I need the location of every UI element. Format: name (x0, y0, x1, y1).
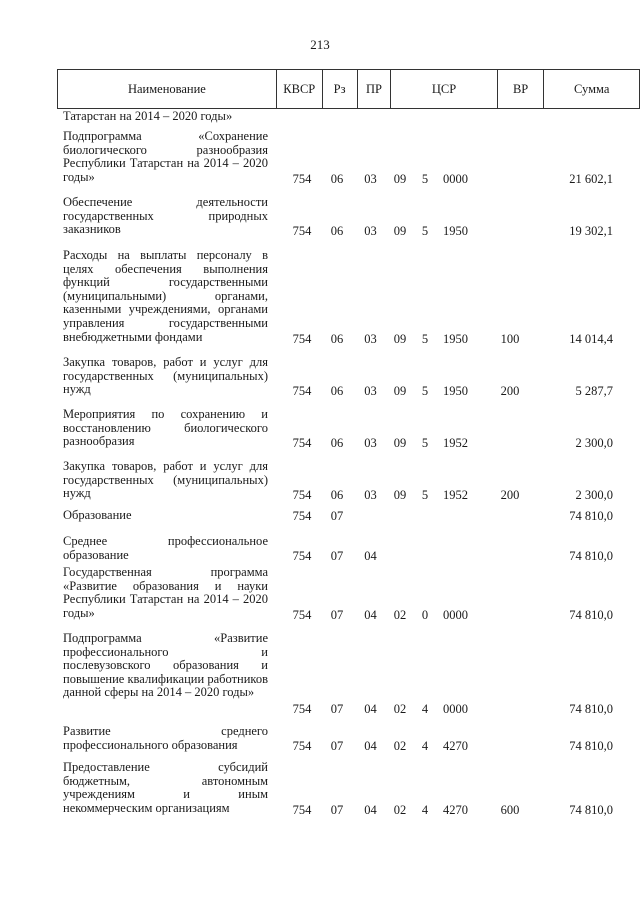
row-name: Закупка товаров, работ и услуг для государственных (муниципальных) нужд (63, 459, 268, 501)
row-csr-program: 09 (393, 332, 407, 346)
row-csr-program: 02 (393, 739, 407, 753)
row-pr: 04 (364, 702, 377, 716)
row-name: Государственная программа «Развитие образования и науки Республики Татарстан на 2014 – 2020 годы» (63, 565, 268, 620)
table-row (0, 408, 640, 450)
row-name: Развитие среднего профессионального образования (63, 724, 268, 752)
header-rz: Рз (322, 70, 357, 109)
row-csr-code: 1952 (443, 488, 468, 502)
row-kvsr: 754 (292, 332, 312, 346)
row-csr-subprogram: 0 (421, 608, 429, 622)
row-name: Образование (63, 508, 132, 522)
row-name: Закупка товаров, работ и услуг для государственных (муниципальных) нужд (63, 355, 268, 397)
row-kvsr: 754 (292, 436, 312, 450)
row-sum: 5 287,7 (575, 384, 613, 398)
row-csr-subprogram: 5 (421, 384, 429, 398)
row-sum: 2 300,0 (575, 488, 613, 502)
row-rz: 07 (330, 803, 344, 817)
row-pr: 04 (364, 739, 377, 753)
row-name: Обеспечение деятельности государственных природных заказников (63, 195, 268, 237)
row-rz: 06 (330, 384, 344, 398)
row-rz: 06 (330, 224, 344, 238)
row-kvsr: 754 (292, 488, 312, 502)
row-pr: 04 (364, 803, 377, 817)
header-pr: ПР (357, 70, 391, 109)
table-row (0, 509, 640, 523)
row-vr: 600 (500, 803, 520, 817)
table-row (0, 566, 640, 622)
row-sum: 74 810,0 (569, 608, 613, 622)
row-vr: 200 (500, 488, 520, 502)
row-name: Подпрограмма «Сохранение биологического разнообразия Республики Татарстан на 2014 – 2020 годы» (63, 129, 268, 184)
table-row (0, 632, 640, 716)
row-kvsr: 754 (292, 702, 312, 716)
row-rz: 07 (330, 702, 344, 716)
header-name: Наименование (58, 70, 277, 109)
row-csr-program: 09 (393, 384, 407, 398)
row-csr-code: 0000 (443, 702, 468, 716)
row-rz: 06 (330, 172, 344, 186)
row-pr: 04 (364, 549, 377, 563)
row-pr: 04 (364, 608, 377, 622)
row-csr-code: 1952 (443, 436, 468, 450)
row-name: Мероприятия по сохранению и восстановлению биологического разнообразия (63, 407, 268, 449)
row-sum: 19 302,1 (569, 224, 613, 238)
row-csr-subprogram: 4 (421, 702, 429, 716)
row-pr: 03 (364, 224, 377, 238)
row-pr: 03 (364, 488, 377, 502)
row-kvsr: 754 (292, 608, 312, 622)
row-rz: 07 (330, 608, 344, 622)
row-rz: 06 (330, 436, 344, 450)
row-kvsr: 754 (292, 549, 312, 563)
row-rz: 07 (330, 739, 344, 753)
row-rz: 06 (330, 488, 344, 502)
row-csr-subprogram: 5 (421, 436, 429, 450)
row-sum: 74 810,0 (569, 739, 613, 753)
row-kvsr: 754 (292, 803, 312, 817)
header-vr: ВР (497, 70, 544, 109)
header-csr: ЦСР (391, 70, 497, 109)
row-sum: 74 810,0 (569, 803, 613, 817)
row-name: Среднее профессиональное образование (63, 534, 268, 562)
row-pr: 03 (364, 172, 377, 186)
row-name: Предоставление субсидий бюджетным, автономным учреждениям и иным некоммерческим организациям (63, 760, 268, 815)
row-vr: 200 (500, 384, 520, 398)
row-rz: 07 (330, 549, 344, 563)
table-row (0, 130, 640, 186)
table-row (0, 196, 640, 238)
row-kvsr: 754 (292, 739, 312, 753)
row-csr-code: 1950 (443, 384, 468, 398)
header-sum: Сумма (544, 70, 640, 109)
row-sum: 21 602,1 (569, 172, 613, 186)
row-kvsr: 754 (292, 224, 312, 238)
page-number: 213 (310, 37, 330, 52)
row-csr-code: 4270 (443, 739, 468, 753)
row-csr-program: 09 (393, 224, 407, 238)
row-csr-code: 1950 (443, 224, 468, 238)
table-row (0, 460, 640, 502)
row-pr: 03 (364, 332, 377, 346)
row-sum: 74 810,0 (569, 549, 613, 563)
row-csr-program: 09 (393, 488, 407, 502)
row-sum: 14 014,4 (569, 332, 613, 346)
row-pr: 03 (364, 384, 377, 398)
row-sum: 74 810,0 (569, 509, 613, 523)
row-csr-subprogram: 4 (421, 739, 429, 753)
table-row (0, 725, 640, 753)
row-kvsr: 754 (292, 509, 312, 523)
row-name: Подпрограмма «Развитие профессионального и послевузовского образования и повышение квалификации работников данной сферы на 2014 – 2020 годы» (63, 631, 268, 700)
row-kvsr: 754 (292, 384, 312, 398)
row-csr-subprogram: 5 (421, 224, 429, 238)
row-csr-program: 09 (393, 172, 407, 186)
row-csr-code: 0000 (443, 608, 468, 622)
row-csr-program: 02 (393, 608, 407, 622)
row-csr-program: 02 (393, 803, 407, 817)
table-row (0, 535, 640, 563)
row-name: Татарстан на 2014 – 2020 годы» (63, 109, 233, 123)
row-vr: 100 (500, 332, 520, 346)
table-row (0, 249, 640, 346)
row-csr-subprogram: 5 (421, 332, 429, 346)
table-row (0, 356, 640, 398)
row-csr-subprogram: 5 (421, 172, 429, 186)
row-rz: 07 (330, 509, 344, 523)
row-csr-code: 1950 (443, 332, 468, 346)
row-rz: 06 (330, 332, 344, 346)
row-sum: 74 810,0 (569, 702, 613, 716)
row-csr-code: 0000 (443, 172, 468, 186)
row-csr-subprogram: 5 (421, 488, 429, 502)
row-csr-subprogram: 4 (421, 803, 429, 817)
row-kvsr: 754 (292, 172, 312, 186)
row-pr: 03 (364, 436, 377, 450)
row-name: Расходы на выплаты персоналу в целях обеспечения выполнения функций государственными (муниципальными) органами, казенными учреждениями, органами управления государственными внебюджетными фондами (63, 248, 268, 344)
table-row (0, 761, 640, 817)
row-csr-code: 4270 (443, 803, 468, 817)
table-row (0, 110, 640, 124)
row-sum: 2 300,0 (575, 436, 613, 450)
header-kvsr: КВСР (276, 70, 322, 109)
row-csr-program: 02 (393, 702, 407, 716)
row-csr-program: 09 (393, 436, 407, 450)
